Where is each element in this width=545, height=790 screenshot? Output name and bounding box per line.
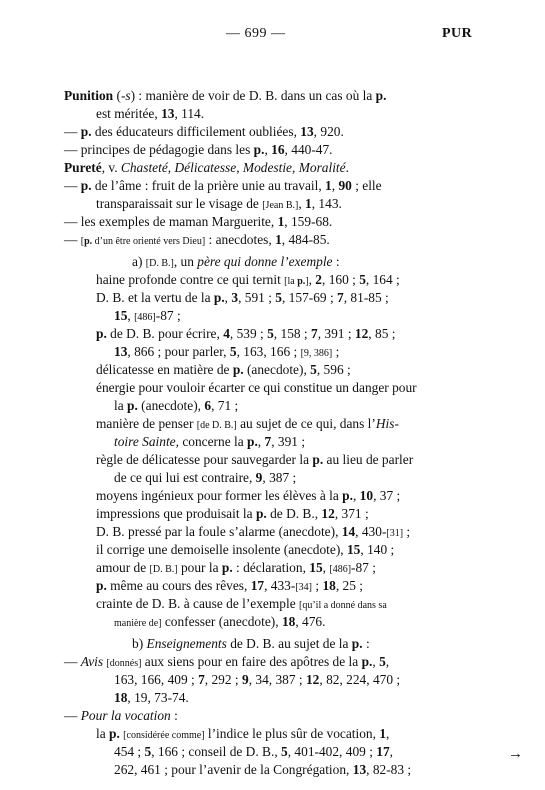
index-line: 163, 166, 409 ; 7, 292 ; 9, 34, 387 ; 12, 82, 224, 470 ; <box>114 672 401 687</box>
index-line: amour de [D. B.] pour la p. : déclaration, 15, [486]-87 ; <box>96 560 376 575</box>
index-line: Pureté, v. Chasteté, Délicatesse, Modestie, Moralité. <box>64 160 349 175</box>
index-line: règle de délicatesse pour sauvegarder la p. au lieu de parler <box>96 452 414 467</box>
index-line: énergie pour vouloir écarter ce qui constitue un danger pour <box>96 380 417 395</box>
index-line: il corrige une demoiselle insolente (anecdote), 15, 140 ; <box>96 542 395 557</box>
index-line: b) Enseignements de D. B. au sujet de la p. : <box>132 636 370 651</box>
index-line: haine profonde contre ce qui ternit [la p.], 2, 160 ; 5, 164 ; <box>96 272 400 287</box>
index-line: — principes de pédagogie dans les p., 16, 440-47. <box>64 142 333 157</box>
index-line: Punition (-s) : manière de voir de D. B. dans un cas où la p. <box>64 88 387 103</box>
index-line: la p. [considérée comme] l’indice le plus sûr de vocation, 1, <box>96 726 390 741</box>
index-line: 15, [486]-87 ; <box>114 308 181 323</box>
index-line: moyens ingénieux pour former les élèves à la p., 10, 37 ; <box>96 488 401 503</box>
index-line: — p. des éducateurs difficilement oubliées, 13, 920. <box>64 124 344 139</box>
index-line: 18, 19, 73-74. <box>114 690 189 705</box>
index-line: est méritée, 13, 114. <box>96 106 205 121</box>
index-line: p. même au cours des rêves, 17, 433-[34] ; 18, 25 ; <box>96 578 363 593</box>
index-line: crainte de D. B. à cause de l’exemple [qu’il a donné dans sa <box>96 596 387 611</box>
index-line: a) [D. B.], un père qui donne l’exemple : <box>132 254 340 269</box>
index-line: impressions que produisait la p. de D. B., 12, 371 ; <box>96 506 369 521</box>
index-line: D. B. et la vertu de la p., 3, 591 ; 5, 157-69 ; 7, 81-85 ; <box>96 290 389 305</box>
index-line: toire Sainte, concerne la p., 7, 391 ; <box>114 434 306 449</box>
index-line: 454 ; 5, 166 ; conseil de D. B., 5, 401-402, 409 ; 17, <box>114 744 394 759</box>
index-line: — Pour la vocation : <box>64 708 178 723</box>
index-line: transparaissait sur le visage de [Jean B.], 1, 143. <box>96 196 342 211</box>
index-line: p. de D. B. pour écrire, 4, 539 ; 5, 158 ; 7, 391 ; 12, 85 ; <box>96 326 396 341</box>
index-line: la p. (anecdote), 6, 71 ; <box>114 398 239 413</box>
index-line: D. B. pressé par la foule s’alarme (anecdote), 14, 430-[31] ; <box>96 524 411 539</box>
index-line: 262, 461 ; pour l’avenir de la Congrégation, 13, 82-83 ; <box>114 762 412 777</box>
index-line: — p. de l’âme : fruit de la prière unie au travail, 1, 90 ; elle <box>64 178 382 193</box>
guide-word: PUR <box>442 26 473 41</box>
index-line: — [p. d’un être orienté vers Dieu] : anecdotes, 1, 484-85. <box>64 232 330 247</box>
continuation-arrow-icon: → <box>508 746 523 762</box>
index-line: 13, 866 ; pour parler, 5, 163, 166 ; [9, 386] ; <box>114 344 340 359</box>
index-line: manière de] confesser (anecdote), 18, 476. <box>114 614 326 629</box>
index-line: de ce qui lui est contraire, 9, 387 ; <box>114 470 297 485</box>
index-line: — Avis [donnés] aux siens pour en faire des apôtres de la p., 5, <box>64 654 390 669</box>
index-line: délicatesse en matière de p. (anecdote), 5, 596 ; <box>96 362 351 377</box>
index-line: manière de penser [de D. B.] au sujet de ce qui, dans l’His- <box>96 416 399 431</box>
page-number: — 699 — <box>226 26 286 41</box>
index-line: — les exemples de maman Marguerite, 1, 159-68. <box>64 214 333 229</box>
